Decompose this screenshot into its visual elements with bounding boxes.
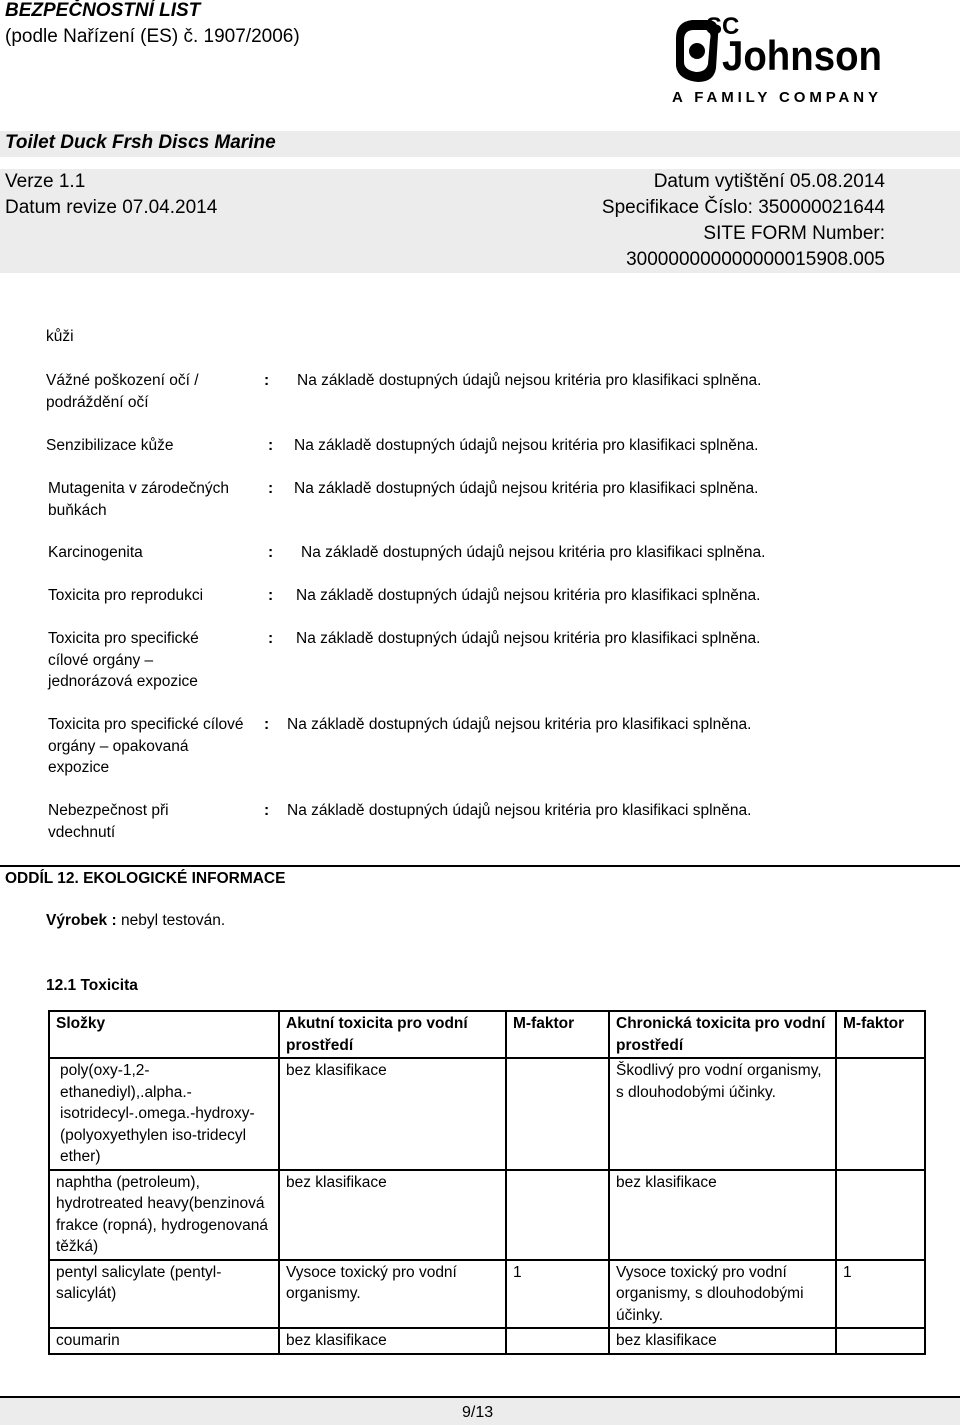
logo-johnson-text: Johnson (722, 32, 882, 79)
classification-label: Toxicita pro specifické cílové orgány – jednorázová expozice (48, 630, 199, 690)
table-header-cell: Chronická toxicita pro vodní prostředí (609, 1011, 836, 1058)
classification-label: Karcinogenita (48, 544, 143, 561)
table-cell (506, 1328, 609, 1354)
classification-colon: : (268, 437, 274, 454)
classification-label: Nebezpečnost při vdechnutí (48, 802, 169, 841)
spec-number: Specifikace Číslo: 350000021644 (601, 197, 885, 218)
table-cell (49, 1058, 279, 1170)
table-cell: 1 (506, 1260, 609, 1329)
table-cell: bez klasifikace (279, 1058, 506, 1170)
section-divider (0, 865, 960, 867)
logo-graphic (670, 8, 885, 108)
table-row (49, 1058, 925, 1170)
page-number: 9/13 (462, 1404, 494, 1421)
toxicity-table (48, 1010, 926, 1355)
table-row (49, 1260, 925, 1329)
classification-colon: : (268, 544, 274, 561)
table-header-cell: M-faktor (836, 1011, 925, 1058)
product-test-value: nebyl testován. (120, 912, 226, 929)
classification-value: Na základě dostupných údajů nejsou kritéria pro klasifikaci splněna. (296, 587, 761, 604)
table-cell (506, 1058, 609, 1170)
classification-colon: : (268, 587, 274, 604)
skin-fragment: kůži (46, 328, 74, 345)
section-12-title: ODDÍL 12. EKOLOGICKÉ INFORMACE (5, 870, 286, 887)
sc-johnson-logo (670, 8, 885, 108)
subsection-toxicity: 12.1 Toxicita (46, 977, 138, 994)
classification-colon: : (264, 716, 270, 733)
logo-tagline: A FAMILY COMPANY (672, 89, 878, 106)
site-form-number: 300000000000000015908.005 (626, 249, 885, 270)
classification-label: Toxicita pro reprodukci (48, 587, 204, 604)
table-cell: coumarin (49, 1328, 279, 1354)
table-cell: bez klasifikace (609, 1170, 836, 1260)
table-cell: bez klasifikace (279, 1328, 506, 1354)
table-header-cell: Složky (49, 1011, 279, 1058)
logo-sc-text: SC (706, 13, 740, 40)
classification-colon: : (264, 802, 270, 819)
classification-label: Vážné poškození očí / podráždění očí (46, 372, 199, 411)
table-cell-text: poly(oxy-1,2-ethanediyl),.alpha.-isotridecyl-.omega.-hydroxy-(polyoxyethylen iso-tridecyl ether) (60, 1062, 255, 1165)
print-date: Datum vytištění 05.08.2014 (653, 171, 885, 192)
table-cell: Vysoce toxický pro vodní organismy. (279, 1260, 506, 1329)
table-header-cell: Akutní toxicita pro vodní prostředí (279, 1011, 506, 1058)
classification-label: Senzibilizace kůže (46, 437, 174, 454)
footer-rule (0, 1396, 960, 1398)
table-row (49, 1328, 925, 1354)
table-header-cell: M-faktor (506, 1011, 609, 1058)
table-cell: Škodlivý pro vodní organismy, s dlouhodobými účinky. (609, 1058, 836, 1170)
classification-value: Na základě dostupných údajů nejsou kritéria pro klasifikaci splněna. (294, 437, 759, 454)
document-title: BEZPEČNOSTNÍ LIST (5, 0, 201, 21)
table-row (49, 1170, 925, 1260)
table-cell: 1 (836, 1260, 925, 1329)
version: Verze 1.1 (5, 171, 86, 192)
classification-label: Toxicita pro specifické cílové orgány – opakovaná expozice (48, 716, 244, 776)
document-regulation: (podle Nařízení (ES) č. 1907/2006) (5, 26, 300, 47)
classification-value: Na základě dostupných údajů nejsou kritéria pro klasifikaci splněna. (296, 630, 761, 647)
product-name: Toilet Duck Frsh Discs Marine (5, 132, 276, 153)
classification-colon: : (268, 630, 274, 647)
product-test-line (46, 912, 225, 930)
table-cell: bez klasifikace (279, 1170, 506, 1260)
classification-value: Na základě dostupných údajů nejsou kritéria pro klasifikaci splněna. (287, 716, 752, 733)
table-cell (836, 1170, 925, 1260)
classification-value: Na základě dostupných údajů nejsou kritéria pro klasifikaci splněna. (287, 802, 752, 819)
table-cell (506, 1170, 609, 1260)
table-cell: Vysoce toxický pro vodní organismy, s dlouhodobými účinky. (609, 1260, 836, 1329)
table-cell (836, 1058, 925, 1170)
product-test-label: Výrobek : (46, 912, 117, 929)
table-header-row (49, 1011, 925, 1058)
site-form-label: SITE FORM Number: (703, 223, 885, 244)
table-cell: pentyl salicylate (pentyl-salicylát) (49, 1260, 279, 1329)
classification-value: Na základě dostupných údajů nejsou kritéria pro klasifikaci splněna. (301, 544, 766, 561)
classification-colon: : (268, 480, 274, 497)
classification-value: Na základě dostupných údajů nejsou kritéria pro klasifikaci splněna. (297, 372, 762, 389)
table-cell: naphtha (petroleum), hydrotreated heavy(benzinová frakce (ropná), hydrogenovaná těžká) (49, 1170, 279, 1260)
classification-colon: : (264, 372, 270, 389)
classification-value: Na základě dostupných údajů nejsou kritéria pro klasifikaci splněna. (294, 480, 759, 497)
table-cell (836, 1328, 925, 1354)
table-cell: bez klasifikace (609, 1328, 836, 1354)
revision-date: Datum revize 07.04.2014 (5, 197, 218, 218)
classification-label: Mutagenita v zárodečných buňkách (48, 480, 229, 519)
